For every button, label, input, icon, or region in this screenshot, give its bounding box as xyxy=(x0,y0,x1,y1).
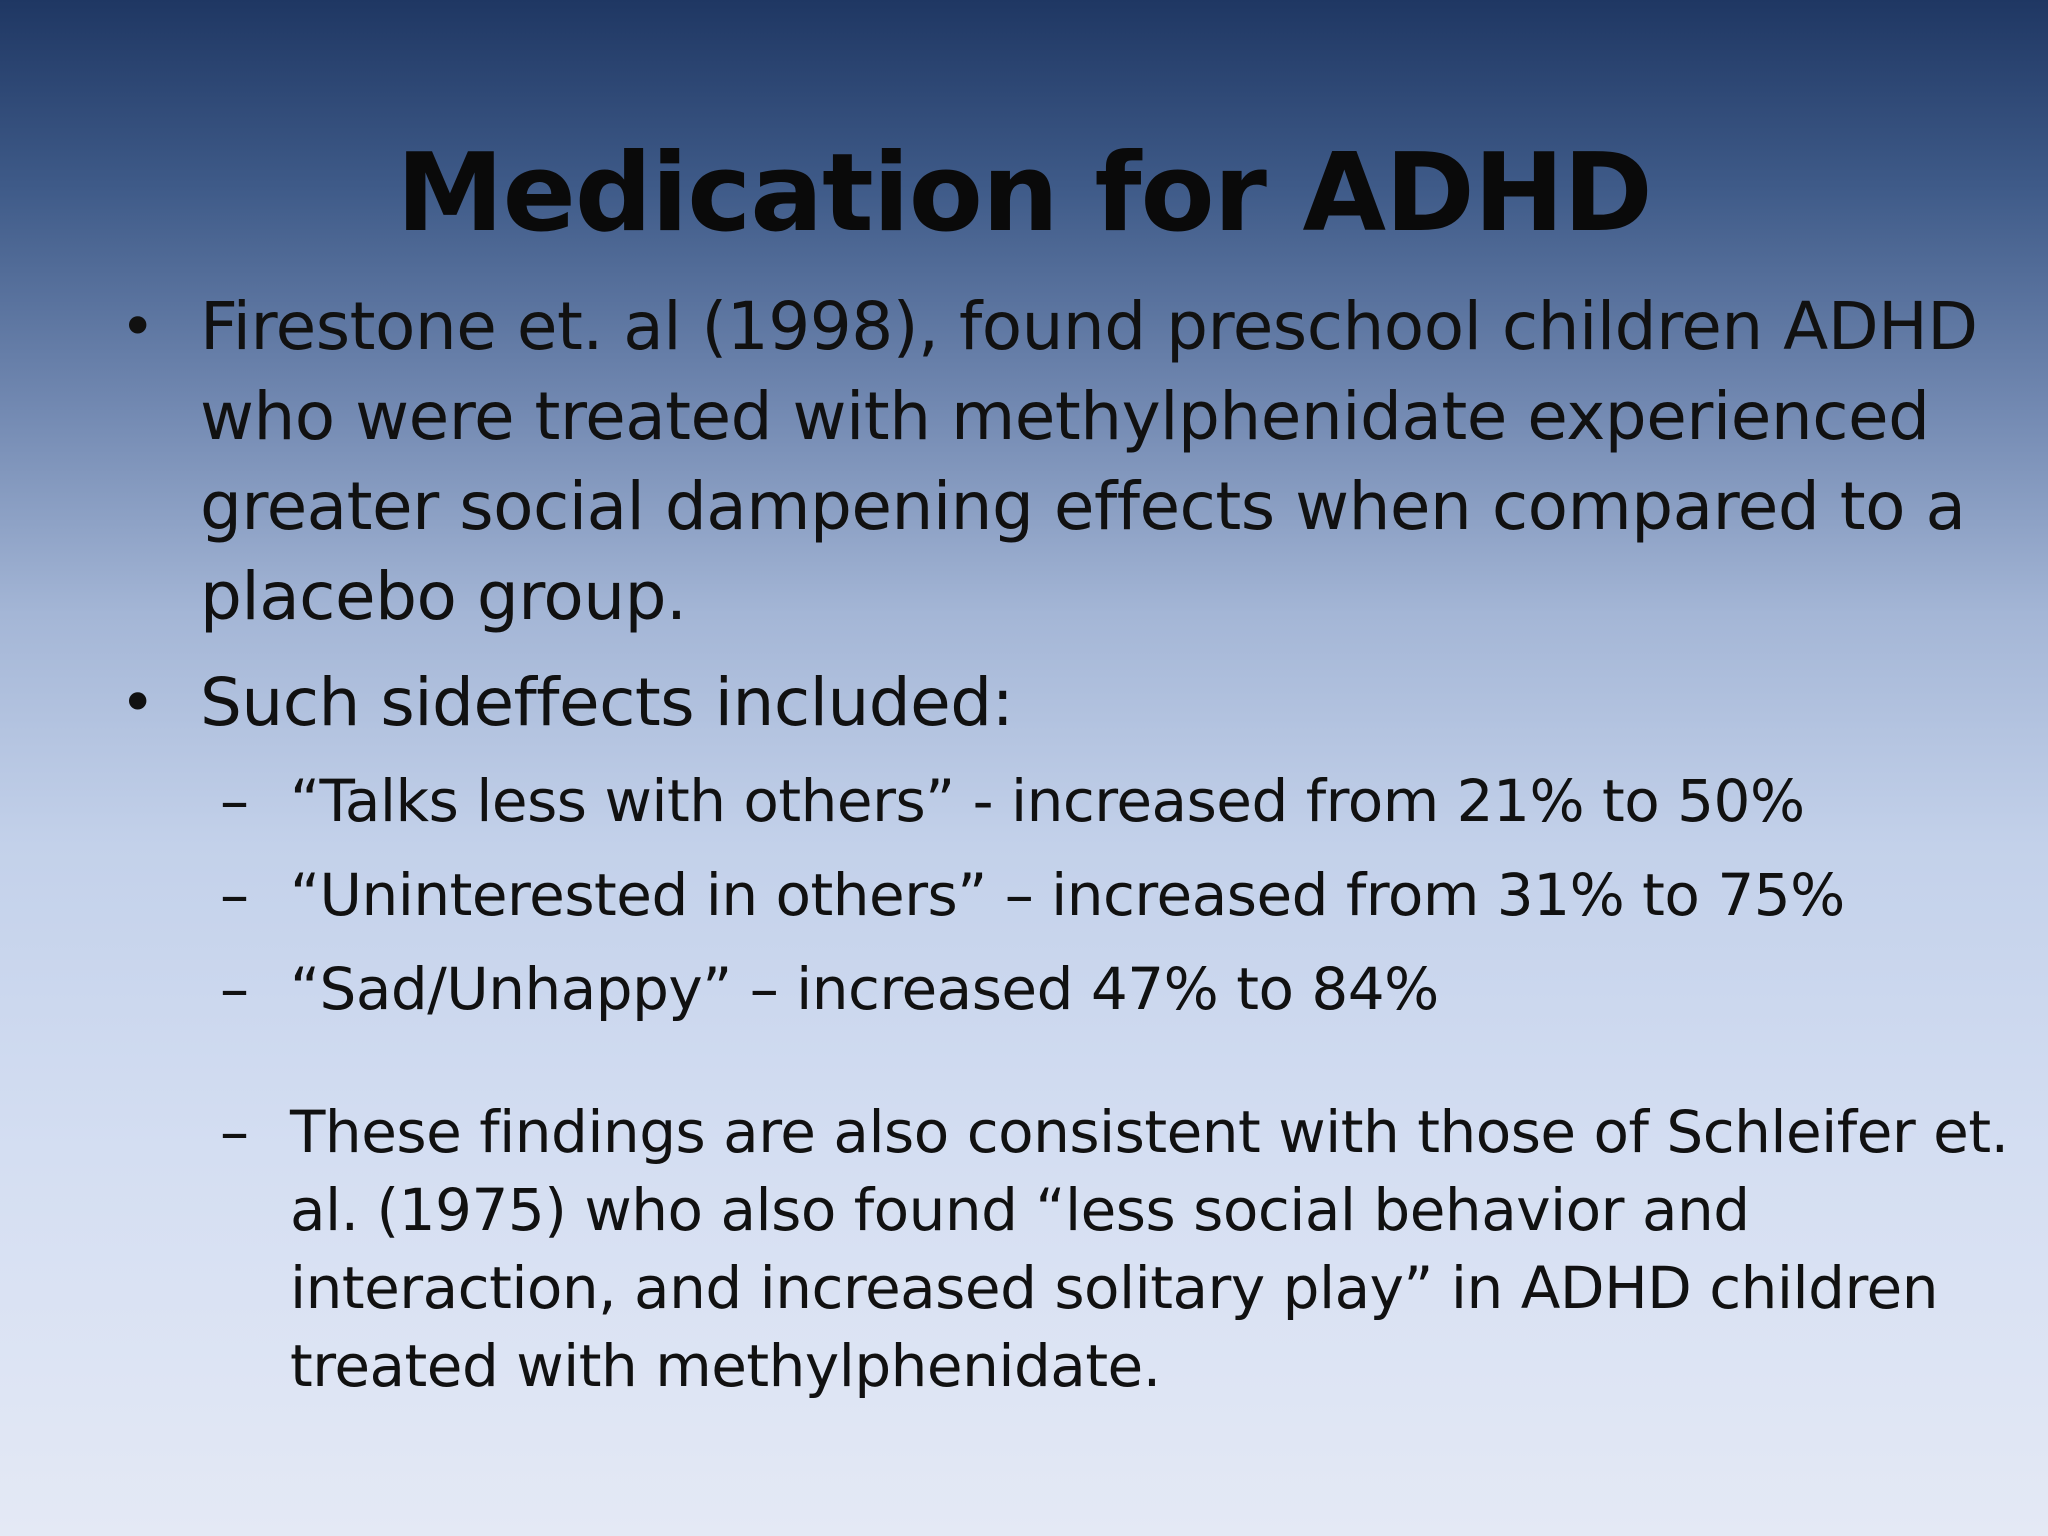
dash-marker: – xyxy=(220,955,249,1023)
sub-bullet-talks-less xyxy=(220,762,1970,840)
sub-bullet-text-schleifer: These findings are also consistent with those of Schleifer et. al. (1975) who also found “less social behavior and interaction, and increased solitary play” in ADHD children treated with methylphenidate. xyxy=(290,1098,2009,1400)
slide-title: Medication for ADHD xyxy=(396,131,1652,256)
bullet-text-sideffects: Such sideffects included: xyxy=(200,664,1014,741)
sub-bullet-uninterested xyxy=(220,856,1970,934)
dash-marker: – xyxy=(220,767,249,835)
sub-bullet-schleifer xyxy=(220,1093,2009,1413)
dash-marker: – xyxy=(220,861,249,929)
bullet-marker: • xyxy=(120,292,156,362)
sub-bullet-text-sad-unhappy: “Sad/Unhappy” – increased 47% to 84% xyxy=(290,955,1439,1023)
bullet-item-sideffects xyxy=(120,658,1950,748)
bullet-marker: • xyxy=(120,668,156,738)
bullet-item-firestone xyxy=(120,282,1978,642)
sub-bullet-sad-unhappy xyxy=(220,950,1970,1028)
sub-bullet-text-uninterested: “Uninterested in others” – increased from 31% to 75% xyxy=(290,861,1845,929)
bullet-text-firestone: Firestone et. al (1998), found preschool children ADHD who were treated with methylphenidate experienced greater social dampening effects when compared to a placebo group. xyxy=(200,288,1978,635)
dash-marker: – xyxy=(220,1098,249,1166)
sub-bullet-text-talks-less: “Talks less with others” - increased from 21% to 50% xyxy=(290,767,1805,835)
